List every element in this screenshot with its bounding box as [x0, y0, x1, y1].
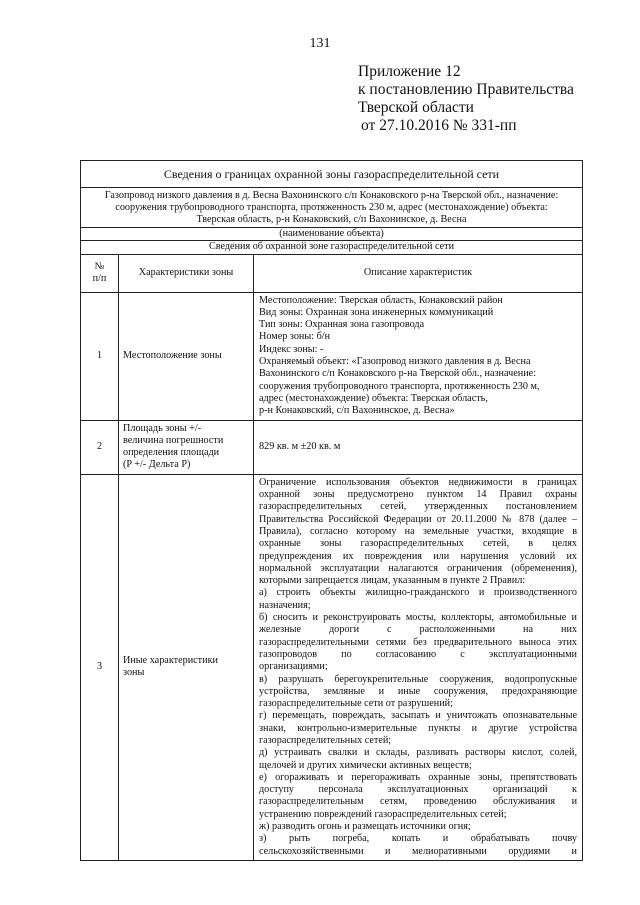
description-line: доступу персонала эксплуатационных организаций к: [259, 784, 578, 796]
row-description: 829 кв. м ±20 кв. м: [254, 420, 583, 474]
row-num: 3: [81, 474, 119, 860]
description-line: г) перемещать, повреждать, засыпать и уничтожать опознавательные: [259, 710, 578, 722]
description-line: е) огораживать и перегораживать охранные зоны, препятствовать: [259, 771, 578, 783]
row-name-line: определения площади: [123, 447, 220, 459]
description-line: назначения;: [259, 599, 311, 611]
row-name-line: Местоположение зоны: [123, 349, 222, 361]
description-line: д) устраивать свалки и склады, разливать растворы кислот, солей,: [259, 747, 578, 759]
description-line: Охраняемый объект: «Газопровод низкого давления в д. Весна: [259, 356, 531, 368]
description-line: железные дороги с расположенными на них: [259, 624, 578, 636]
row-name: [119, 420, 254, 474]
description-line: адрес (местонахождение) объекта: Тверская область,: [259, 392, 488, 404]
description-line: сооружения трубопроводного транспорта, протяженность 230 м,: [259, 380, 540, 392]
header-characteristic: Характеристики зоны: [119, 254, 254, 292]
description-line: Индекс зоны: -: [259, 343, 324, 355]
row-description: [254, 474, 583, 860]
object-caption: (наименование объекта): [81, 228, 583, 241]
row-description: [254, 292, 583, 420]
description-line: Номер зоны: б/н: [259, 331, 331, 343]
description-line: Местоположение: Тверская область, Конаковский район: [259, 294, 503, 306]
description-line: предупреждения их повреждения или нарушения условий их: [259, 550, 578, 562]
description-line: газораспределительных сетей;: [259, 734, 392, 746]
description-line: щелочей и других химически активных веществ;: [259, 759, 472, 771]
table-title: Сведения о границах охранной зоны газораспределительной сети: [81, 161, 583, 188]
description-line: Ограничение использования объектов недвижимости в границах: [259, 476, 578, 488]
table-row: [81, 474, 583, 860]
description-line: Тип зоны: Охранная зона газопровода: [259, 319, 425, 331]
description-line: Вид зоны: Охранная зона инженерных коммуникаций: [259, 306, 494, 318]
description-line: ж) разводить огонь и размещать источники огня;: [259, 821, 471, 833]
description-line: а) строить объекты жилищно-гражданского и производственного: [259, 587, 578, 599]
description-line: устранению повреждений газораспределительных сетей;: [259, 808, 507, 820]
description-line: в) разрушать берегоукрепительные сооружения, водопропускные: [259, 673, 578, 685]
header-num-line: №: [94, 260, 105, 272]
description-line: газораспределительных сетей, утвержденных постановлением: [259, 501, 578, 513]
object-line: сооружения трубопроводного транспорта, протяженность 230 м, адрес (местонахождение) объекта:: [115, 202, 548, 213]
description-line: охранной зоны предусмотрено пунктом 14 Правил охраны: [259, 489, 578, 501]
object-line: Тверская область, р-н Конаковский, с/п Вахонинское, д. Весна: [196, 214, 467, 225]
description-line: сельскохозяйственными и мелиоративными орудиями и: [259, 845, 578, 857]
row-name-line: (P +/- Дельта P): [123, 459, 191, 471]
table-row: [81, 292, 583, 420]
description-line: б) сносить и реконструировать мосты, коллекторы, автомобильные и: [259, 612, 578, 624]
object-line: Газопровод низкого давления в д. Весна Вахонинского с/п Конаковского р-на Тверской обл., назначение:: [104, 190, 559, 201]
row-name: [119, 474, 254, 860]
description-line: р-н Конаковский, с/п Вахонинское, д. Весна»: [259, 405, 455, 417]
description-line: газораспределительным сетям, проведению обслуживания и: [259, 796, 578, 808]
appendix-line: от 27.10.2016 № 331-пп: [361, 117, 517, 134]
row-num: 1: [81, 292, 119, 420]
appendix-line: Приложение 12: [358, 63, 461, 80]
description-line: охранные зоны газораспределительных сетей, в целях: [259, 538, 578, 550]
appendix-heading: [358, 63, 574, 135]
description-line: Вахонинского с/п Конаковского р-на Тверской обл., назначение:: [259, 368, 537, 380]
description-line: нормальной эксплуатации налагаются ограничения (обременения),: [259, 562, 578, 574]
description-line: з) рыть погреба, копать и обрабатывать почву: [259, 833, 578, 845]
table-row: [81, 420, 583, 474]
row-name-line: Площадь зоны +/-: [123, 422, 202, 434]
description-line: устройства, земляные и иные сооружения, предохраняющие: [259, 685, 578, 697]
description-line: знаки, контрольно-измерительные пункты и другие устройства: [259, 722, 578, 734]
description-line: организациями;: [259, 661, 328, 673]
header-description: Описание характеристик: [254, 254, 583, 292]
row-name: [119, 292, 254, 420]
page-number: 131: [309, 36, 331, 51]
header-num-line: п/п: [92, 273, 107, 285]
description-line: газораспределительными сетями без предварительного выноса этих: [259, 636, 578, 648]
row-name-line: зоны: [123, 667, 145, 679]
appendix-line: Тверской области: [358, 99, 474, 116]
row-num: 2: [81, 420, 119, 474]
header-num: [81, 254, 119, 292]
description-line: газопроводов по согласованию с эксплуатационными: [259, 648, 578, 660]
description-line: газораспределительные сети от разрушений;: [259, 698, 453, 710]
appendix-line: к постановлению Правительства: [358, 81, 574, 98]
row-name-line: величина погрешности: [123, 434, 224, 446]
row-name-line: Иные характеристики: [123, 655, 218, 667]
section-title: Сведения об охранной зоне газораспределительной сети: [81, 241, 583, 254]
zone-table: [80, 160, 583, 861]
object-name: [81, 188, 583, 228]
description-line: Правила), согласно которому на земельные участки, входящие в: [259, 525, 578, 537]
description-line: которыми запрещается лицам, указанным в пункте 2 Правил:: [259, 575, 526, 587]
description-line: Правительства Российской Федерации от 20.11.2000 № 878 (далее –: [259, 513, 578, 525]
